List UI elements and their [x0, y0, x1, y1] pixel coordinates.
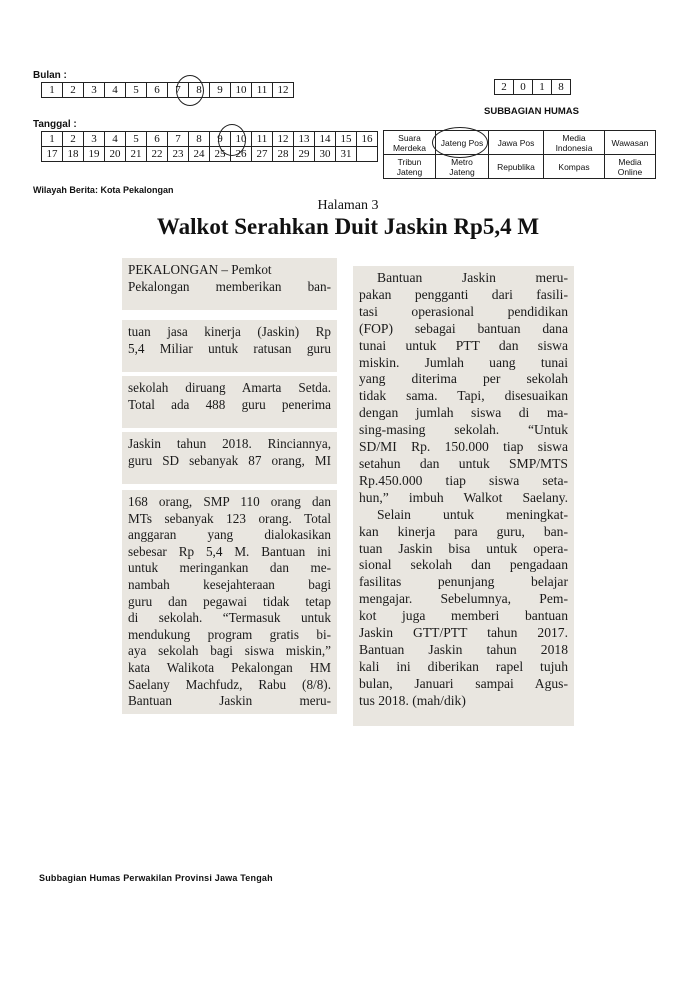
- bulan-label: Bulan :: [33, 70, 67, 81]
- day-cell-31: 31: [336, 147, 357, 162]
- article-line: miskin. Jumlah uang tunai: [359, 354, 568, 370]
- article-line: (FOP) sebagai bantuan dana: [359, 320, 568, 336]
- article-right-column: [353, 266, 574, 726]
- article-line: Pekalongan memberikan ban-: [128, 278, 331, 294]
- month-cell-1: 1: [42, 83, 63, 98]
- day-cell-23: 23: [168, 147, 189, 162]
- headline: Walkot Serahkan Duit Jaskin Rp5,4 M: [156, 214, 540, 239]
- article-line: kot juga memberi bantuan: [359, 608, 568, 624]
- month-cell-5: 5: [126, 83, 147, 98]
- article-line: Jaskin tahun 2018. Rinciannya,: [128, 436, 331, 451]
- article-line: tus 2018. (mah/dik): [359, 692, 466, 708]
- article-left-block: [122, 432, 337, 484]
- selected-month-circle: [176, 75, 204, 106]
- day-cell-28: 28: [273, 147, 294, 162]
- day-cell-3: 3: [84, 132, 105, 147]
- media-suara-merdeka: Suara Merdeka: [384, 131, 436, 155]
- article-line: Bantuan Jaskin meru-: [128, 693, 331, 709]
- page-number: Halaman 3: [317, 198, 379, 213]
- article-line: Bantuan Jaskin tahun 2018: [359, 641, 568, 657]
- selected-day-circle: [218, 124, 246, 156]
- day-cell-25: 25: [210, 147, 231, 162]
- media-wawasan: Wawasan: [605, 131, 656, 155]
- article-line: nambah kesejahteraan bagi: [128, 576, 331, 592]
- day-cell-5: 5: [126, 132, 147, 147]
- media-republika: Republika: [489, 155, 544, 179]
- day-cell-11: 11: [252, 132, 273, 147]
- day-cell-8: 8: [189, 132, 210, 147]
- day-cell-18: 18: [63, 147, 84, 162]
- article-line: sional sekolah dan pengadaan: [359, 557, 568, 573]
- month-cell-9: 9: [210, 83, 231, 98]
- day-cell-29: 29: [294, 147, 315, 162]
- article-line: kata Walikota Pekalongan HM: [128, 659, 331, 675]
- day-cell-15: 15: [336, 132, 357, 147]
- article-line: mengajar. Sebelumnya, Pem-: [359, 591, 568, 607]
- year-digit-0: 0: [514, 80, 533, 95]
- article-line: yang diterima per sekolah: [359, 371, 568, 387]
- day-cell-14: 14: [315, 132, 336, 147]
- day-cell-27: 27: [252, 147, 273, 162]
- day-cell-19: 19: [84, 147, 105, 162]
- article-line: Jaskin GTT/PTT tahun 2017.: [359, 625, 568, 641]
- media-jawa-pos: Jawa Pos: [489, 131, 544, 155]
- article-line: tunai untuk PTT dan siswa: [359, 337, 568, 353]
- day-cell-4: 4: [105, 132, 126, 147]
- year-grid: [494, 79, 571, 95]
- month-cell-6: 6: [147, 83, 168, 98]
- media-media-indonesia: Media Indonesia: [544, 131, 605, 155]
- article-line: sing-masing sekolah. “Untuk: [359, 422, 568, 438]
- article-line: sekolah diruang Amarta Setda.: [128, 380, 331, 395]
- day-cell-22: 22: [147, 147, 168, 162]
- article-line: kan kinerja para guru, ban-: [359, 523, 568, 539]
- article-line: anggaran yang dialokasikan: [128, 527, 331, 543]
- day-cell-13: 13: [294, 132, 315, 147]
- article-line: Saelany Machfudz, Rabu (8/8).: [128, 676, 331, 692]
- article-line: guru dan pegawai tidak tetap: [128, 593, 331, 609]
- article-line: mendukung program gratis bi-: [128, 626, 331, 642]
- article-line: dengan jumlah siswa di ma-: [359, 405, 568, 421]
- wilayah-berita: Wilayah Berita: Kota Pekalongan: [33, 185, 174, 195]
- article-line: setahun dan untuk SMP/MTS: [359, 455, 568, 471]
- article-line: 168 orang, SMP 110 orang dan: [128, 494, 331, 509]
- article-line: sebesar Rp 5,4 M. Bantuan ini: [128, 543, 331, 559]
- day-cell-26: 26: [231, 147, 252, 162]
- article-line: PEKALONGAN – Pemkot: [128, 262, 272, 277]
- month-cell-12: 12: [273, 83, 294, 98]
- year-digit-8: 8: [552, 80, 571, 95]
- year-digit-2: 2: [495, 80, 514, 95]
- month-cell-10: 10: [231, 83, 252, 98]
- day-cell-30: 30: [315, 147, 336, 162]
- month-cell-4: 4: [105, 83, 126, 98]
- media-media-online: Media Online: [605, 155, 656, 179]
- month-cell-2: 2: [63, 83, 84, 98]
- article-line: fasilitas penunjang belajar: [359, 574, 568, 590]
- media-table: [383, 130, 656, 179]
- month-grid: [41, 82, 294, 98]
- day-grid: [41, 131, 378, 162]
- day-cell-7: 7: [168, 132, 189, 147]
- article-line: untuk meringankan dan me-: [128, 560, 331, 576]
- article-line: tidak sama. Tapi, disesuaikan: [359, 388, 568, 404]
- article-line: MTs sebanyak 123 orang. Total: [128, 510, 331, 526]
- article-line: tasi operasional pendidikan: [359, 303, 568, 319]
- article-line: Selain untuk meningkat-: [377, 506, 568, 522]
- day-cell-16: 16: [357, 132, 378, 147]
- day-cell-20: 20: [105, 147, 126, 162]
- article-left-block: [122, 376, 337, 428]
- article-line: 5,4 Miliar untuk ratusan guru: [128, 340, 331, 356]
- day-cell-10: 10: [231, 132, 252, 147]
- media-metro-jateng: Metro Jateng: [436, 155, 489, 179]
- day-cell-24: 24: [189, 147, 210, 162]
- day-cell-6: 6: [147, 132, 168, 147]
- footer: Subbagian Humas Perwakilan Provinsi Jawa Tengah: [39, 873, 273, 883]
- media-jateng-pos: Jateng Pos: [436, 131, 489, 155]
- article-line: Rp.450.000 tiap siswa seta-: [359, 472, 568, 488]
- article-line: pakan pengganti dari fasili-: [359, 286, 568, 302]
- month-cell-7: 7: [168, 83, 189, 98]
- selected-media-circle: [432, 127, 488, 158]
- month-cell-11: 11: [252, 83, 273, 98]
- article-line: hun,” imbuh Walkot Saelany.: [359, 489, 568, 505]
- article-line: SD/MI Rp. 150.000 tiap siswa: [359, 439, 568, 455]
- article-line: tuan jasa kinerja (Jaskin) Rp: [128, 324, 331, 339]
- day-cell-2: 2: [63, 132, 84, 147]
- article-line: aya sekolah bagi siswa miskin,”: [128, 643, 331, 659]
- day-cell-21: 21: [126, 147, 147, 162]
- month-cell-3: 3: [84, 83, 105, 98]
- article-left-block: [122, 258, 337, 310]
- article-line: tuan Jaskin bisa untuk opera-: [359, 540, 568, 556]
- media-kompas: Kompas: [544, 155, 605, 179]
- day-cell-17: 17: [42, 147, 63, 162]
- article-line: Bantuan Jaskin meru-: [377, 270, 568, 285]
- article-left-block: [122, 490, 337, 714]
- day-cell-empty: [357, 147, 378, 162]
- media-tribun-jateng: Tribun Jateng: [384, 155, 436, 179]
- day-cell-9: 9: [210, 132, 231, 147]
- article-line: guru SD sebanyak 87 orang, MI: [128, 452, 331, 468]
- tanggal-label: Tanggal :: [33, 119, 77, 130]
- year-digit-1: 1: [533, 80, 552, 95]
- day-cell-1: 1: [42, 132, 63, 147]
- article-line: bulan, Januari sampai Agus-: [359, 675, 568, 691]
- article-line: di sekolah. “Termasuk untuk: [128, 610, 331, 626]
- article-line: kali ini diberikan rapel tujuh: [359, 658, 568, 674]
- article-left-block: [122, 320, 337, 372]
- unit-title: SUBBAGIAN HUMAS: [484, 106, 579, 117]
- month-cell-8: 8: [189, 83, 210, 98]
- day-cell-12: 12: [273, 132, 294, 147]
- article-line: Total ada 488 guru penerima: [128, 396, 331, 412]
